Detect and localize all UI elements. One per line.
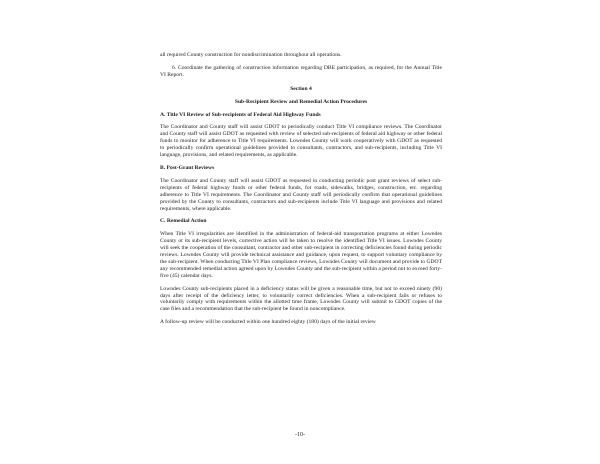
heading-c: C. Remedial Action xyxy=(160,218,207,225)
paragraph-c2: Lowndes County sub-recipients placed in a deficiency status will be given a reasonable time, but not to exceed ninety (90) days after receipt of the deficiency letter, to voluntarily correct deficiencies. When a sub-recipient fails or refuses to voluntarily comply with requirements within the allotted time frame, Lowndes County will submit to GDOT copies of the case files and a recommendation that the sub-recipient be found in noncompliance. xyxy=(160,285,442,313)
section-title: Section 4 xyxy=(290,85,312,92)
page-number: -10- xyxy=(295,432,305,438)
paragraph-c3: A follow-up review will be conducted within one hundred eighty (180) days of the initial review xyxy=(160,319,376,326)
paragraph-a: The Coordinator and County staff will assist GDOT to periodically conduct Title VI compliance reviews. The Coordinator and County staff will assist GDOT as requested with review of selected sub-recipients of federal aid highway or other federal funds to monitor for adherence to Title VI requirements. Lowndes County will work cooperatively with GDOT as requested to periodically confirm operational guidelines provided to consultants, contractors, and sub-recipients, including Title VI language, provisions, and related requirements, as applicable. xyxy=(160,124,442,159)
intro-line: all required County construction for nondiscrimination throughout all operations. xyxy=(160,52,342,58)
heading-b: B. Post-Grant Reviews xyxy=(160,164,215,171)
paragraph-b: The Coordinator and County staff will assist GDOT as requested in conducting periodic post grant reviews of select sub-recipients of federal highway funds or other federal funds, for roads, sidewalks, bridges, construction, etc. regarding adherence to Title VI requirements. The Coordinator and County staff will periodically confirm that operational guidelines provided by the County to consultants, contractors and sub-recipients include Title VI language and provisions and related requirements, where applicable. xyxy=(160,177,442,212)
document-page xyxy=(160,52,442,326)
heading-a: A. Title VI Review of Sub-recipients of Federal Aid Highway Funds xyxy=(160,111,321,118)
paragraph-c1: When Title VI irregularities are identified in the administration of federal-aid transportation programs at either Lowndes County or its sub-recipient levels, corrective action will be taken to resolve the identified Title VI issues. Lowndes County will seek the cooperation of the consultant, contractor and other sub-recipient in correcting deficiencies found during periodic reviews. Lowndes County will provide technical assistance and guidance, upon request, to support voluntary compliance by the sub-recipient. When conducting Title VI Plan compliance reviews, Lowndes County will document and provide to GDOT any recommended remedial action agreed upon by Lowndes County and the sub-recipient within a period not to exceed forty-five (45) calendar days. xyxy=(160,231,442,279)
section-subtitle: Sub-Recipient Review and Remedial Action Procedures xyxy=(234,98,368,105)
list-item-6: 6. Coordinate the gathering of construction information regarding DBE participation, as required, for the Annual Title VI Report. xyxy=(160,64,442,78)
